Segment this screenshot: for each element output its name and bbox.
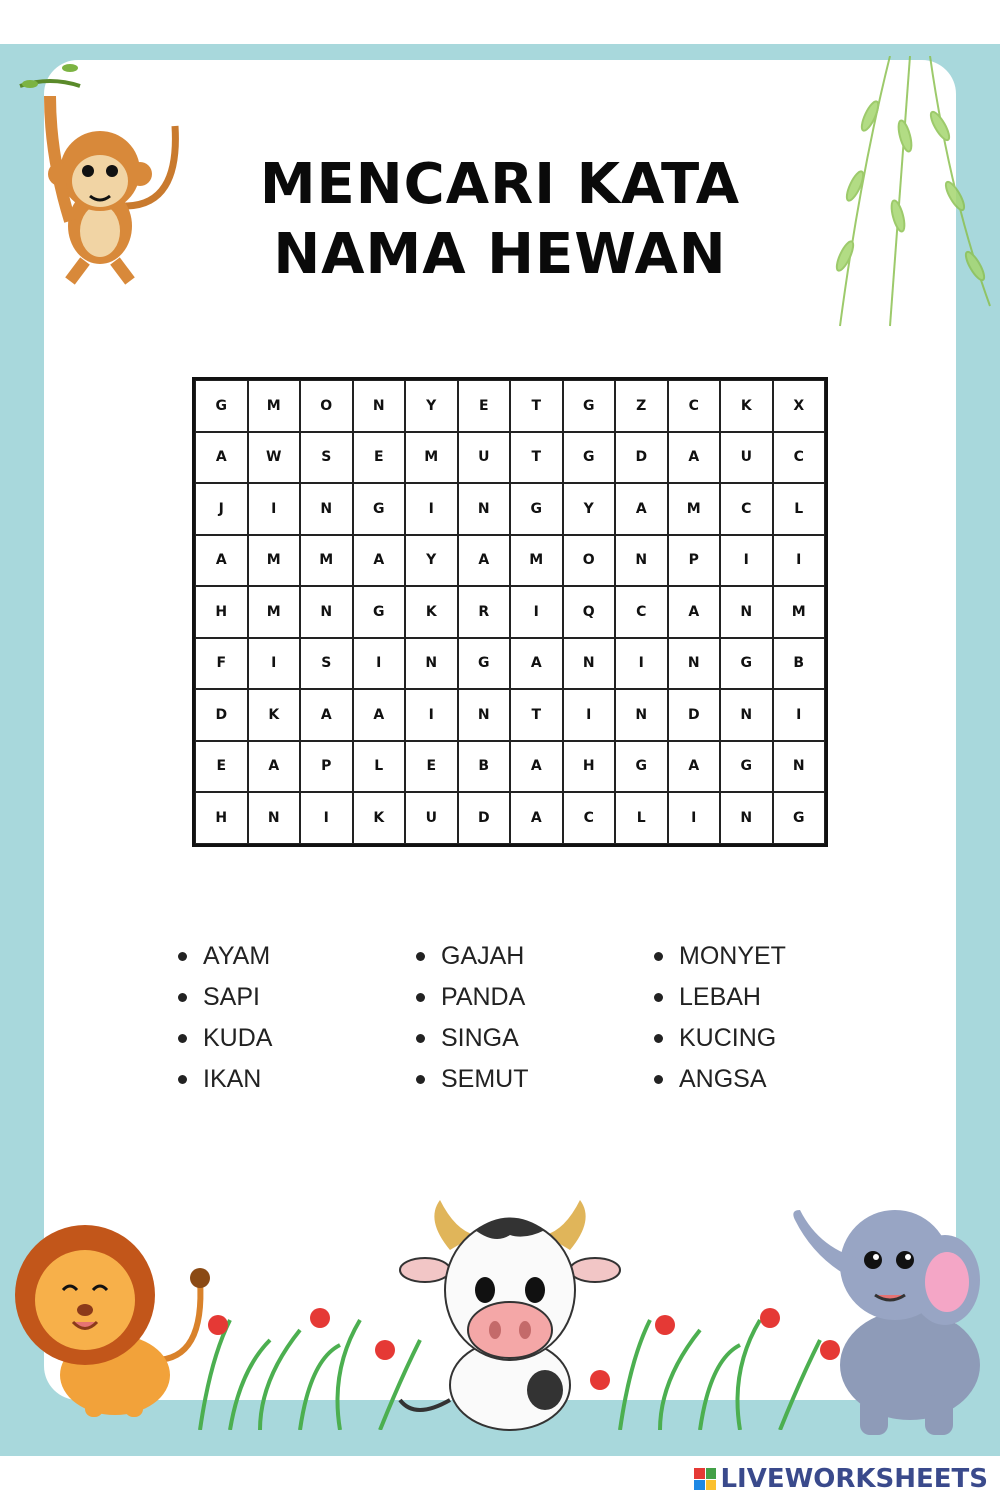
grid-cell[interactable]: G — [195, 380, 248, 432]
grid-cell[interactable]: G — [773, 792, 826, 844]
grid-cell[interactable]: G — [563, 380, 616, 432]
grid-cell[interactable]: G — [458, 638, 511, 690]
grid-cell[interactable]: L — [353, 741, 406, 793]
grid-cell[interactable]: U — [458, 432, 511, 484]
grid-cell[interactable]: G — [615, 741, 668, 793]
grid-cell[interactable]: A — [353, 689, 406, 741]
grid-cell[interactable]: I — [668, 792, 721, 844]
liveworksheets-icon — [694, 1468, 716, 1490]
grid-cell[interactable]: N — [405, 638, 458, 690]
grid-cell[interactable]: H — [195, 586, 248, 638]
grid-cell[interactable]: A — [615, 483, 668, 535]
grid-cell[interactable]: M — [405, 432, 458, 484]
lion-illustration — [5, 1210, 215, 1420]
bullet-icon — [654, 1075, 663, 1084]
brand-logo — [694, 1464, 988, 1494]
grid-cell[interactable]: P — [668, 535, 721, 587]
grid-cell[interactable]: A — [510, 741, 563, 793]
grid-cell[interactable]: F — [195, 638, 248, 690]
grid-cell[interactable]: I — [248, 638, 301, 690]
grid-cell[interactable]: I — [248, 483, 301, 535]
grid-cell[interactable]: D — [458, 792, 511, 844]
grid-cell[interactable]: M — [300, 535, 353, 587]
grid-cell[interactable]: A — [510, 792, 563, 844]
grid-cell[interactable]: A — [195, 432, 248, 484]
brand-name: LIVEWORKSHEETS — [720, 1464, 988, 1494]
grid-cell[interactable]: I — [405, 689, 458, 741]
word-list-item — [178, 1063, 416, 1095]
grid-cell[interactable]: I — [773, 535, 826, 587]
grid-cell[interactable]: N — [300, 586, 353, 638]
bullet-icon — [178, 993, 187, 1002]
grid-cell[interactable]: C — [668, 380, 721, 432]
word-list-item — [654, 1063, 854, 1095]
word-list-item — [178, 1022, 416, 1054]
grid-cell[interactable]: O — [563, 535, 616, 587]
grid-cell[interactable]: U — [405, 792, 458, 844]
word-text: LEBAH — [679, 982, 761, 1011]
grid-cell[interactable]: G — [720, 638, 773, 690]
word-list-item — [416, 940, 654, 972]
grid-cell[interactable]: O — [300, 380, 353, 432]
grid-cell[interactable]: D — [195, 689, 248, 741]
grid-cell[interactable]: T — [510, 689, 563, 741]
grid-cell[interactable]: H — [195, 792, 248, 844]
grid-cell[interactable]: I — [773, 689, 826, 741]
grid-cell[interactable]: E — [405, 741, 458, 793]
grid-cell[interactable]: N — [458, 689, 511, 741]
bullet-icon — [416, 1034, 425, 1043]
word-text: SEMUT — [441, 1064, 529, 1093]
elephant-illustration — [785, 1180, 1000, 1440]
page-title — [0, 150, 1000, 290]
grid-cell[interactable]: K — [353, 792, 406, 844]
grid-cell[interactable]: K — [720, 380, 773, 432]
grid-cell[interactable]: K — [405, 586, 458, 638]
bullet-icon — [178, 1075, 187, 1084]
grid-cell[interactable]: K — [248, 689, 301, 741]
grid-cell[interactable]: C — [563, 792, 616, 844]
bullet-icon — [178, 952, 187, 961]
grid-cell[interactable]: P — [300, 741, 353, 793]
word-text: SAPI — [203, 982, 260, 1011]
grid-cell[interactable]: G — [353, 483, 406, 535]
grid-cell[interactable]: T — [510, 432, 563, 484]
grid-cell[interactable]: T — [510, 380, 563, 432]
grid-cell[interactable]: N — [458, 483, 511, 535]
grid-cell[interactable]: I — [615, 638, 668, 690]
grid-cell[interactable]: E — [458, 380, 511, 432]
grid-cell[interactable]: Y — [563, 483, 616, 535]
grid-cell[interactable]: C — [720, 483, 773, 535]
grid-cell[interactable]: A — [668, 586, 721, 638]
grid-cell[interactable]: S — [300, 638, 353, 690]
word-text: PANDA — [441, 982, 526, 1011]
grid-cell[interactable]: A — [668, 432, 721, 484]
grid-cell[interactable]: Z — [615, 380, 668, 432]
grid-cell[interactable]: E — [353, 432, 406, 484]
grid-cell[interactable]: G — [510, 483, 563, 535]
bullet-icon — [654, 952, 663, 961]
word-text: IKAN — [203, 1064, 262, 1093]
grid-cell[interactable]: S — [300, 432, 353, 484]
grid-cell[interactable]: G — [563, 432, 616, 484]
grid-cell[interactable]: M — [773, 586, 826, 638]
grid-cell[interactable]: B — [773, 638, 826, 690]
grid-cell[interactable]: H — [563, 741, 616, 793]
grid-cell[interactable]: R — [458, 586, 511, 638]
grid-cell[interactable]: I — [563, 689, 616, 741]
grid-cell[interactable]: Y — [405, 535, 458, 587]
word-list-item — [654, 1022, 854, 1054]
word-list — [178, 940, 838, 1095]
grid-cell[interactable]: M — [248, 380, 301, 432]
grid-cell[interactable]: I — [405, 483, 458, 535]
bullet-icon — [178, 1034, 187, 1043]
grid-cell[interactable]: N — [668, 638, 721, 690]
grid-cell[interactable]: A — [510, 638, 563, 690]
grid-cell[interactable]: N — [615, 689, 668, 741]
grid-cell[interactable]: L — [773, 483, 826, 535]
title-line-1: MENCARI KATA — [259, 152, 741, 217]
word-text: AYAM — [203, 941, 271, 970]
title-line-2: NAMA HEWAN — [273, 222, 727, 287]
grid-cell[interactable]: N — [353, 380, 406, 432]
grid-cell[interactable]: J — [195, 483, 248, 535]
bullet-icon — [654, 1034, 663, 1043]
word-list-item — [654, 940, 854, 972]
cow-illustration — [395, 1190, 625, 1440]
word-text: SINGA — [441, 1023, 519, 1052]
word-list-item — [416, 1022, 654, 1054]
grid-cell[interactable]: A — [458, 535, 511, 587]
grid-cell[interactable]: I — [353, 638, 406, 690]
grid-cell[interactable]: I — [720, 535, 773, 587]
grid-cell[interactable]: A — [668, 741, 721, 793]
word-list-item — [416, 1063, 654, 1095]
bullet-icon — [416, 1075, 425, 1084]
grid-cell[interactable]: C — [773, 432, 826, 484]
grid-cell[interactable]: N — [248, 792, 301, 844]
grid-cell[interactable]: M — [248, 535, 301, 587]
grid-cell[interactable]: B — [458, 741, 511, 793]
word-text: ANGSA — [679, 1064, 767, 1093]
grid-cell[interactable]: C — [615, 586, 668, 638]
grid-cell[interactable]: W — [248, 432, 301, 484]
grid-cell[interactable]: D — [615, 432, 668, 484]
bullet-icon — [416, 952, 425, 961]
grid-cell[interactable]: N — [720, 792, 773, 844]
bullet-icon — [416, 993, 425, 1002]
grid-cell[interactable]: A — [195, 535, 248, 587]
grid-cell[interactable]: L — [615, 792, 668, 844]
grid-cell[interactable]: U — [720, 432, 773, 484]
grid-cell[interactable]: G — [353, 586, 406, 638]
grid-cell[interactable]: I — [300, 792, 353, 844]
grid-cell[interactable]: A — [300, 689, 353, 741]
grid-cell[interactable]: Y — [405, 380, 458, 432]
grid-cell[interactable]: N — [563, 638, 616, 690]
word-text: MONYET — [679, 941, 786, 970]
grid-cell[interactable]: D — [668, 689, 721, 741]
grid-cell[interactable]: M — [668, 483, 721, 535]
word-text: KUCING — [679, 1023, 777, 1052]
grid-cell[interactable]: A — [248, 741, 301, 793]
grid-cell[interactable]: X — [773, 380, 826, 432]
grid-cell[interactable]: A — [353, 535, 406, 587]
grid-cell[interactable]: N — [720, 586, 773, 638]
word-search-grid — [192, 377, 828, 847]
word-list-item — [654, 981, 854, 1013]
bullet-icon — [654, 993, 663, 1002]
grid-cell[interactable]: I — [510, 586, 563, 638]
word-list-item — [416, 981, 654, 1013]
grid-cell[interactable]: M — [510, 535, 563, 587]
word-text: KUDA — [203, 1023, 273, 1052]
word-list-item — [178, 940, 416, 972]
grid-cell[interactable]: N — [773, 741, 826, 793]
grid-cell[interactable]: N — [720, 689, 773, 741]
grid-cell[interactable]: N — [615, 535, 668, 587]
grid-cell[interactable]: E — [195, 741, 248, 793]
word-list-item — [178, 981, 416, 1013]
grid-cell[interactable]: M — [248, 586, 301, 638]
grid-cell[interactable]: N — [300, 483, 353, 535]
grid-cell[interactable]: Q — [563, 586, 616, 638]
word-text: GAJAH — [441, 941, 525, 970]
grid-cell[interactable]: G — [720, 741, 773, 793]
